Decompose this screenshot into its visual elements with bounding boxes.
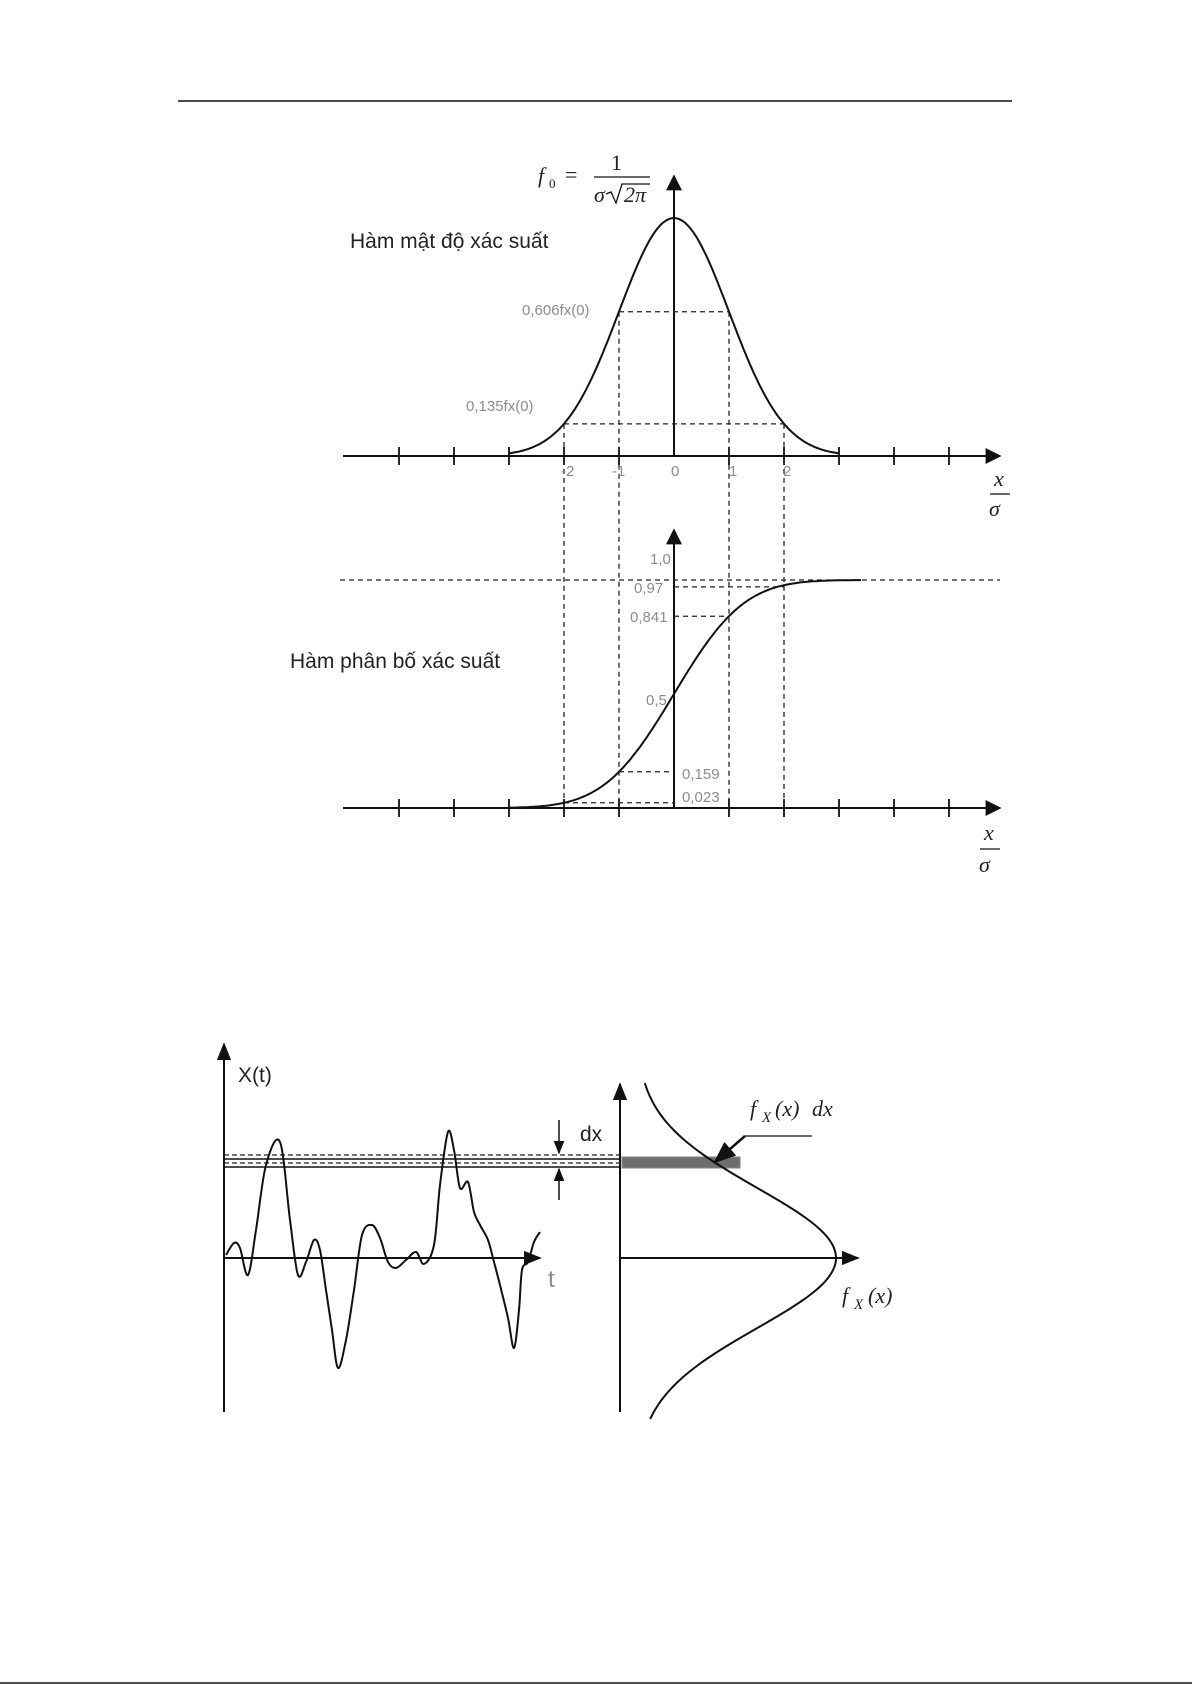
svg-text:X: X — [762, 1110, 772, 1126]
xt-axis-label: X(t) — [238, 1064, 272, 1087]
figure-normal-distribution — [290, 150, 1010, 877]
formula-numerator: 1 — [611, 150, 622, 175]
svg-text:(x): (x) — [868, 1283, 893, 1308]
cdf-label-05: 0,5 — [646, 692, 667, 709]
cdf-label-0841: 0,841 — [630, 609, 668, 626]
cdf-axis-label — [979, 820, 1000, 877]
formula-lhs-sub: 0 — [549, 176, 556, 191]
svg-text:dx: dx — [812, 1096, 833, 1121]
svg-text:x: x — [994, 466, 1004, 491]
peak-formula — [538, 150, 650, 207]
cdf-label-0159: 0,159 — [682, 766, 720, 783]
svg-text:f: f — [842, 1283, 849, 1308]
cdf-label-097: 0,97 — [634, 580, 664, 597]
pdf-level-label-0135: 0,135fx(0) — [466, 398, 534, 415]
svg-text:f: f — [750, 1096, 757, 1121]
x-tick-label-2: 2 — [783, 463, 792, 480]
cdf-title: Hàm phân bố xác suất — [290, 650, 501, 673]
density-area-label — [750, 1096, 833, 1126]
svg-text:σ: σ — [979, 852, 990, 877]
formula-lhs: f — [538, 163, 545, 188]
cdf-label-0023: 0,023 — [682, 789, 720, 806]
x-tick-label-neg2: -2 — [561, 463, 575, 480]
formula-root-value: 2π — [624, 182, 647, 207]
dx-label: dx — [580, 1123, 603, 1146]
cdf-label-10: 1,0 — [650, 551, 671, 568]
svg-text:(x): (x) — [775, 1096, 800, 1121]
x-tick-label-1: 1 — [729, 463, 738, 480]
t-axis-label: t — [548, 1266, 555, 1293]
pdf-title: Hàm mật độ xác suất — [350, 230, 549, 253]
svg-text:σ: σ — [989, 496, 1000, 521]
pdf-level-label-0606: 0,606fx(0) — [522, 302, 590, 319]
figure-random-process — [224, 1044, 892, 1419]
formula-sigma: σ — [594, 182, 605, 207]
formula-equals: = — [565, 162, 578, 187]
density-curve — [645, 1083, 836, 1419]
x-tick-label-0: 0 — [671, 463, 680, 480]
pdf-axis-label — [989, 466, 1010, 521]
x-tick-label-neg1: -1 — [612, 463, 626, 480]
svg-text:x: x — [984, 820, 994, 845]
density-label — [842, 1283, 892, 1313]
svg-text:X: X — [854, 1297, 864, 1313]
